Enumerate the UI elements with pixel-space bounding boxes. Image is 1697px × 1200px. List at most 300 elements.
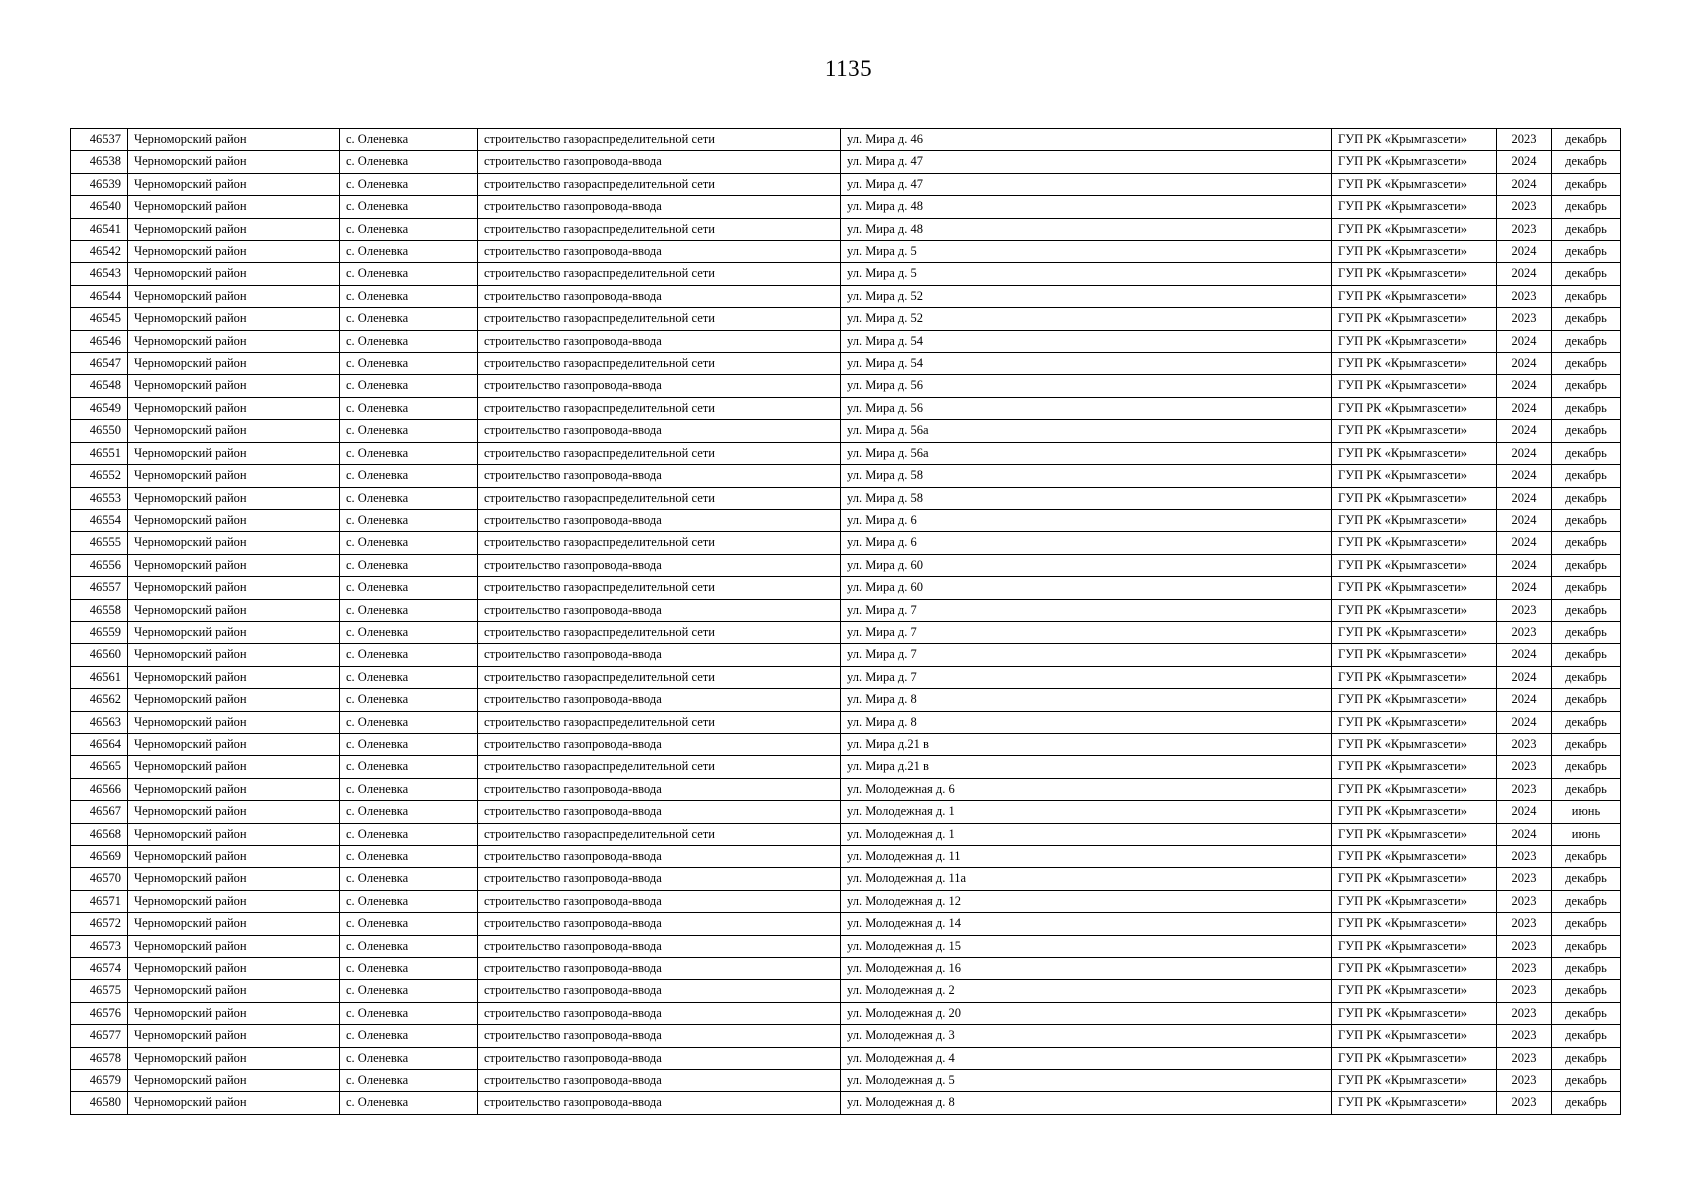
settlement-cell: с. Оленевка bbox=[340, 1047, 478, 1069]
work-type-cell: строительство газопровода-ввода bbox=[478, 599, 841, 621]
table-row bbox=[71, 823, 1621, 845]
work-type-cell: строительство газопровода-ввода bbox=[478, 241, 841, 263]
table-row bbox=[71, 173, 1621, 195]
month-cell: июнь bbox=[1552, 801, 1621, 823]
district-cell: Черноморский район bbox=[128, 778, 340, 800]
record-number-cell: 46539 bbox=[71, 173, 128, 195]
settlement-cell: с. Оленевка bbox=[340, 644, 478, 666]
year-cell: 2023 bbox=[1497, 890, 1552, 912]
record-number-cell: 46553 bbox=[71, 487, 128, 509]
year-cell: 2023 bbox=[1497, 1092, 1552, 1114]
table-row bbox=[71, 733, 1621, 755]
address-cell: ул. Молодежная д. 6 bbox=[841, 778, 1332, 800]
record-number-cell: 46549 bbox=[71, 397, 128, 419]
address-cell: ул. Молодежная д. 14 bbox=[841, 913, 1332, 935]
settlement-cell: с. Оленевка bbox=[340, 778, 478, 800]
settlement-cell: с. Оленевка bbox=[340, 868, 478, 890]
district-cell: Черноморский район bbox=[128, 733, 340, 755]
settlement-cell: с. Оленевка bbox=[340, 980, 478, 1002]
month-cell: декабрь bbox=[1552, 778, 1621, 800]
address-cell: ул. Мира д. 47 bbox=[841, 151, 1332, 173]
address-cell: ул. Молодежная д. 16 bbox=[841, 958, 1332, 980]
registry-body bbox=[71, 129, 1621, 1115]
settlement-cell: с. Оленевка bbox=[340, 554, 478, 576]
table-row bbox=[71, 397, 1621, 419]
year-cell: 2024 bbox=[1497, 487, 1552, 509]
district-cell: Черноморский район bbox=[128, 890, 340, 912]
year-cell: 2024 bbox=[1497, 353, 1552, 375]
record-number-cell: 46578 bbox=[71, 1047, 128, 1069]
year-cell: 2024 bbox=[1497, 532, 1552, 554]
organization-cell: ГУП РК «Крымгазсети» bbox=[1332, 554, 1497, 576]
month-cell: декабрь bbox=[1552, 756, 1621, 778]
work-type-cell: строительство газопровода-ввода bbox=[478, 375, 841, 397]
month-cell: декабрь bbox=[1552, 621, 1621, 643]
district-cell: Черноморский район bbox=[128, 151, 340, 173]
record-number-cell: 46545 bbox=[71, 308, 128, 330]
settlement-cell: с. Оленевка bbox=[340, 375, 478, 397]
settlement-cell: с. Оленевка bbox=[340, 621, 478, 643]
year-cell: 2023 bbox=[1497, 285, 1552, 307]
table-row bbox=[71, 890, 1621, 912]
address-cell: ул. Молодежная д. 3 bbox=[841, 1025, 1332, 1047]
address-cell: ул. Мира д. 47 bbox=[841, 173, 1332, 195]
month-cell: декабрь bbox=[1552, 1025, 1621, 1047]
address-cell: ул. Мира д. 7 bbox=[841, 621, 1332, 643]
record-number-cell: 46560 bbox=[71, 644, 128, 666]
table-row bbox=[71, 621, 1621, 643]
work-type-cell: строительство газораспределительной сети bbox=[478, 218, 841, 240]
settlement-cell: с. Оленевка bbox=[340, 733, 478, 755]
organization-cell: ГУП РК «Крымгазсети» bbox=[1332, 577, 1497, 599]
year-cell: 2024 bbox=[1497, 801, 1552, 823]
work-type-cell: строительство газопровода-ввода bbox=[478, 1070, 841, 1092]
settlement-cell: с. Оленевка bbox=[340, 532, 478, 554]
address-cell: ул. Молодежная д. 12 bbox=[841, 890, 1332, 912]
organization-cell: ГУП РК «Крымгазсети» bbox=[1332, 285, 1497, 307]
table-row bbox=[71, 801, 1621, 823]
organization-cell: ГУП РК «Крымгазсети» bbox=[1332, 330, 1497, 352]
settlement-cell: с. Оленевка bbox=[340, 1002, 478, 1024]
work-type-cell: строительство газораспределительной сети bbox=[478, 353, 841, 375]
record-number-cell: 46573 bbox=[71, 935, 128, 957]
work-type-cell: строительство газораспределительной сети bbox=[478, 666, 841, 688]
district-cell: Черноморский район bbox=[128, 308, 340, 330]
address-cell: ул. Мира д. 6 bbox=[841, 509, 1332, 531]
table-row bbox=[71, 420, 1621, 442]
registry-table bbox=[70, 128, 1621, 1115]
record-number-cell: 46569 bbox=[71, 846, 128, 868]
district-cell: Черноморский район bbox=[128, 263, 340, 285]
settlement-cell: с. Оленевка bbox=[340, 330, 478, 352]
month-cell: декабрь bbox=[1552, 644, 1621, 666]
year-cell: 2023 bbox=[1497, 1025, 1552, 1047]
organization-cell: ГУП РК «Крымгазсети» bbox=[1332, 129, 1497, 151]
year-cell: 2023 bbox=[1497, 958, 1552, 980]
year-cell: 2023 bbox=[1497, 980, 1552, 1002]
district-cell: Черноморский район bbox=[128, 711, 340, 733]
work-type-cell: строительство газопровода-ввода bbox=[478, 509, 841, 531]
work-type-cell: строительство газопровода-ввода bbox=[478, 465, 841, 487]
address-cell: ул. Мира д. 58 bbox=[841, 487, 1332, 509]
address-cell: ул. Молодежная д. 8 bbox=[841, 1092, 1332, 1114]
organization-cell: ГУП РК «Крымгазсети» bbox=[1332, 868, 1497, 890]
work-type-cell: строительство газопровода-ввода bbox=[478, 151, 841, 173]
settlement-cell: с. Оленевка bbox=[340, 285, 478, 307]
year-cell: 2023 bbox=[1497, 1002, 1552, 1024]
page-number: 1135 bbox=[824, 56, 873, 81]
district-cell: Черноморский район bbox=[128, 129, 340, 151]
year-cell: 2023 bbox=[1497, 621, 1552, 643]
district-cell: Черноморский район bbox=[128, 621, 340, 643]
record-number-cell: 46555 bbox=[71, 532, 128, 554]
year-cell: 2024 bbox=[1497, 442, 1552, 464]
record-number-cell: 46568 bbox=[71, 823, 128, 845]
organization-cell: ГУП РК «Крымгазсети» bbox=[1332, 1047, 1497, 1069]
settlement-cell: с. Оленевка bbox=[340, 756, 478, 778]
month-cell: декабрь bbox=[1552, 890, 1621, 912]
address-cell: ул. Мира д. 56а bbox=[841, 420, 1332, 442]
settlement-cell: с. Оленевка bbox=[340, 890, 478, 912]
organization-cell: ГУП РК «Крымгазсети» bbox=[1332, 1070, 1497, 1092]
district-cell: Черноморский район bbox=[128, 330, 340, 352]
work-type-cell: строительство газопровода-ввода bbox=[478, 196, 841, 218]
address-cell: ул. Мира д. 8 bbox=[841, 711, 1332, 733]
table-row bbox=[71, 778, 1621, 800]
district-cell: Черноморский район bbox=[128, 689, 340, 711]
month-cell: декабрь bbox=[1552, 173, 1621, 195]
organization-cell: ГУП РК «Крымгазсети» bbox=[1332, 532, 1497, 554]
district-cell: Черноморский район bbox=[128, 1070, 340, 1092]
district-cell: Черноморский район bbox=[128, 823, 340, 845]
work-type-cell: строительство газопровода-ввода bbox=[478, 980, 841, 1002]
year-cell: 2024 bbox=[1497, 263, 1552, 285]
work-type-cell: строительство газопровода-ввода bbox=[478, 868, 841, 890]
organization-cell: ГУП РК «Крымгазсети» bbox=[1332, 980, 1497, 1002]
table-row bbox=[71, 868, 1621, 890]
table-row bbox=[71, 241, 1621, 263]
year-cell: 2024 bbox=[1497, 465, 1552, 487]
organization-cell: ГУП РК «Крымгазсети» bbox=[1332, 801, 1497, 823]
month-cell: декабрь bbox=[1552, 711, 1621, 733]
district-cell: Черноморский район bbox=[128, 958, 340, 980]
month-cell: декабрь bbox=[1552, 420, 1621, 442]
district-cell: Черноморский район bbox=[128, 241, 340, 263]
month-cell: декабрь bbox=[1552, 577, 1621, 599]
district-cell: Черноморский район bbox=[128, 285, 340, 307]
work-type-cell: строительство газопровода-ввода bbox=[478, 1002, 841, 1024]
record-number-cell: 46566 bbox=[71, 778, 128, 800]
year-cell: 2023 bbox=[1497, 868, 1552, 890]
organization-cell: ГУП РК «Крымгазсети» bbox=[1332, 756, 1497, 778]
month-cell: декабрь bbox=[1552, 1092, 1621, 1114]
district-cell: Черноморский район bbox=[128, 644, 340, 666]
table-row bbox=[71, 1092, 1621, 1114]
district-cell: Черноморский район bbox=[128, 465, 340, 487]
record-number-cell: 46575 bbox=[71, 980, 128, 1002]
month-cell: декабрь bbox=[1552, 129, 1621, 151]
district-cell: Черноморский район bbox=[128, 756, 340, 778]
settlement-cell: с. Оленевка bbox=[340, 935, 478, 957]
address-cell: ул. Мира д. 58 bbox=[841, 465, 1332, 487]
month-cell: декабрь bbox=[1552, 913, 1621, 935]
table-row bbox=[71, 532, 1621, 554]
address-cell: ул. Мира д. 60 bbox=[841, 577, 1332, 599]
month-cell: декабрь bbox=[1552, 1002, 1621, 1024]
table-row bbox=[71, 509, 1621, 531]
table-row bbox=[71, 577, 1621, 599]
work-type-cell: строительство газопровода-ввода bbox=[478, 420, 841, 442]
address-cell: ул. Мира д. 52 bbox=[841, 308, 1332, 330]
record-number-cell: 46559 bbox=[71, 621, 128, 643]
address-cell: ул. Мира д. 56 bbox=[841, 375, 1332, 397]
settlement-cell: с. Оленевка bbox=[340, 397, 478, 419]
record-number-cell: 46537 bbox=[71, 129, 128, 151]
work-type-cell: строительство газопровода-ввода bbox=[478, 1092, 841, 1114]
settlement-cell: с. Оленевка bbox=[340, 509, 478, 531]
organization-cell: ГУП РК «Крымгазсети» bbox=[1332, 397, 1497, 419]
work-type-cell: строительство газопровода-ввода bbox=[478, 285, 841, 307]
work-type-cell: строительство газораспределительной сети bbox=[478, 129, 841, 151]
address-cell: ул. Мира д. 56а bbox=[841, 442, 1332, 464]
address-cell: ул. Мира д. 54 bbox=[841, 330, 1332, 352]
settlement-cell: с. Оленевка bbox=[340, 958, 478, 980]
organization-cell: ГУП РК «Крымгазсети» bbox=[1332, 711, 1497, 733]
work-type-cell: строительство газопровода-ввода bbox=[478, 890, 841, 912]
year-cell: 2024 bbox=[1497, 397, 1552, 419]
settlement-cell: с. Оленевка bbox=[340, 308, 478, 330]
month-cell: декабрь bbox=[1552, 980, 1621, 1002]
work-type-cell: строительство газораспределительной сети bbox=[478, 173, 841, 195]
table-row bbox=[71, 196, 1621, 218]
organization-cell: ГУП РК «Крымгазсети» bbox=[1332, 935, 1497, 957]
record-number-cell: 46574 bbox=[71, 958, 128, 980]
address-cell: ул. Мира д.21 в bbox=[841, 733, 1332, 755]
district-cell: Черноморский район bbox=[128, 442, 340, 464]
year-cell: 2023 bbox=[1497, 308, 1552, 330]
settlement-cell: с. Оленевка bbox=[340, 487, 478, 509]
organization-cell: ГУП РК «Крымгазсети» bbox=[1332, 890, 1497, 912]
address-cell: ул. Молодежная д. 20 bbox=[841, 1002, 1332, 1024]
organization-cell: ГУП РК «Крымгазсети» bbox=[1332, 621, 1497, 643]
address-cell: ул. Молодежная д. 1 bbox=[841, 823, 1332, 845]
address-cell: ул. Молодежная д. 4 bbox=[841, 1047, 1332, 1069]
record-number-cell: 46541 bbox=[71, 218, 128, 240]
address-cell: ул. Молодежная д. 1 bbox=[841, 801, 1332, 823]
settlement-cell: с. Оленевка bbox=[340, 263, 478, 285]
month-cell: декабрь bbox=[1552, 689, 1621, 711]
month-cell: декабрь bbox=[1552, 935, 1621, 957]
table-row bbox=[71, 958, 1621, 980]
organization-cell: ГУП РК «Крымгазсети» bbox=[1332, 442, 1497, 464]
record-number-cell: 46556 bbox=[71, 554, 128, 576]
year-cell: 2023 bbox=[1497, 599, 1552, 621]
district-cell: Черноморский район bbox=[128, 801, 340, 823]
work-type-cell: строительство газопровода-ввода bbox=[478, 846, 841, 868]
year-cell: 2024 bbox=[1497, 420, 1552, 442]
work-type-cell: строительство газопровода-ввода bbox=[478, 689, 841, 711]
work-type-cell: строительство газораспределительной сети bbox=[478, 756, 841, 778]
table-row bbox=[71, 689, 1621, 711]
address-cell: ул. Мира д. 7 bbox=[841, 644, 1332, 666]
district-cell: Черноморский район bbox=[128, 913, 340, 935]
settlement-cell: с. Оленевка bbox=[340, 442, 478, 464]
record-number-cell: 46563 bbox=[71, 711, 128, 733]
organization-cell: ГУП РК «Крымгазсети» bbox=[1332, 846, 1497, 868]
work-type-cell: строительство газопровода-ввода bbox=[478, 554, 841, 576]
district-cell: Черноморский район bbox=[128, 196, 340, 218]
record-number-cell: 46564 bbox=[71, 733, 128, 755]
month-cell: декабрь bbox=[1552, 196, 1621, 218]
month-cell: декабрь bbox=[1552, 532, 1621, 554]
address-cell: ул. Мира д. 52 bbox=[841, 285, 1332, 307]
table-row bbox=[71, 487, 1621, 509]
year-cell: 2023 bbox=[1497, 218, 1552, 240]
organization-cell: ГУП РК «Крымгазсети» bbox=[1332, 465, 1497, 487]
table-row bbox=[71, 711, 1621, 733]
table-row bbox=[71, 308, 1621, 330]
record-number-cell: 46576 bbox=[71, 1002, 128, 1024]
work-type-cell: строительство газораспределительной сети bbox=[478, 532, 841, 554]
table-row bbox=[71, 1025, 1621, 1047]
year-cell: 2023 bbox=[1497, 129, 1552, 151]
organization-cell: ГУП РК «Крымгазсети» bbox=[1332, 644, 1497, 666]
district-cell: Черноморский район bbox=[128, 397, 340, 419]
district-cell: Черноморский район bbox=[128, 1002, 340, 1024]
district-cell: Черноморский район bbox=[128, 487, 340, 509]
year-cell: 2024 bbox=[1497, 173, 1552, 195]
table-row bbox=[71, 1002, 1621, 1024]
district-cell: Черноморский район bbox=[128, 218, 340, 240]
month-cell: декабрь bbox=[1552, 241, 1621, 263]
organization-cell: ГУП РК «Крымгазсети» bbox=[1332, 1002, 1497, 1024]
table-row bbox=[71, 263, 1621, 285]
table-row bbox=[71, 375, 1621, 397]
address-cell: ул. Мира д. 5 bbox=[841, 241, 1332, 263]
work-type-cell: строительство газораспределительной сети bbox=[478, 621, 841, 643]
year-cell: 2023 bbox=[1497, 935, 1552, 957]
organization-cell: ГУП РК «Крымгазсети» bbox=[1332, 733, 1497, 755]
record-number-cell: 46580 bbox=[71, 1092, 128, 1114]
year-cell: 2024 bbox=[1497, 554, 1552, 576]
settlement-cell: с. Оленевка bbox=[340, 599, 478, 621]
organization-cell: ГУП РК «Крымгазсети» bbox=[1332, 218, 1497, 240]
address-cell: ул. Мира д. 5 bbox=[841, 263, 1332, 285]
work-type-cell: строительство газораспределительной сети bbox=[478, 308, 841, 330]
year-cell: 2023 bbox=[1497, 846, 1552, 868]
address-cell: ул. Мира д. 6 bbox=[841, 532, 1332, 554]
record-number-cell: 46570 bbox=[71, 868, 128, 890]
work-type-cell: строительство газопровода-ввода bbox=[478, 801, 841, 823]
table-row bbox=[71, 756, 1621, 778]
table-row bbox=[71, 465, 1621, 487]
organization-cell: ГУП РК «Крымгазсети» bbox=[1332, 241, 1497, 263]
year-cell: 2024 bbox=[1497, 711, 1552, 733]
record-number-cell: 46567 bbox=[71, 801, 128, 823]
organization-cell: ГУП РК «Крымгазсети» bbox=[1332, 689, 1497, 711]
work-type-cell: строительство газопровода-ввода bbox=[478, 330, 841, 352]
table-row bbox=[71, 1047, 1621, 1069]
month-cell: декабрь bbox=[1552, 330, 1621, 352]
month-cell: декабрь bbox=[1552, 599, 1621, 621]
address-cell: ул. Молодежная д. 5 bbox=[841, 1070, 1332, 1092]
table-row bbox=[71, 980, 1621, 1002]
district-cell: Черноморский район bbox=[128, 577, 340, 599]
table-row bbox=[71, 285, 1621, 307]
address-cell: ул. Мира д.21 в bbox=[841, 756, 1332, 778]
record-number-cell: 46548 bbox=[71, 375, 128, 397]
record-number-cell: 46571 bbox=[71, 890, 128, 912]
address-cell: ул. Молодежная д. 15 bbox=[841, 935, 1332, 957]
year-cell: 2024 bbox=[1497, 666, 1552, 688]
record-number-cell: 46551 bbox=[71, 442, 128, 464]
work-type-cell: строительство газораспределительной сети bbox=[478, 577, 841, 599]
district-cell: Черноморский район bbox=[128, 666, 340, 688]
record-number-cell: 46579 bbox=[71, 1070, 128, 1092]
record-number-cell: 46558 bbox=[71, 599, 128, 621]
table-row bbox=[71, 666, 1621, 688]
month-cell: декабрь bbox=[1552, 1070, 1621, 1092]
month-cell: декабрь bbox=[1552, 868, 1621, 890]
settlement-cell: с. Оленевка bbox=[340, 353, 478, 375]
table-row bbox=[71, 554, 1621, 576]
year-cell: 2023 bbox=[1497, 733, 1552, 755]
district-cell: Черноморский район bbox=[128, 375, 340, 397]
settlement-cell: с. Оленевка bbox=[340, 913, 478, 935]
district-cell: Черноморский район bbox=[128, 599, 340, 621]
organization-cell: ГУП РК «Крымгазсети» bbox=[1332, 1025, 1497, 1047]
address-cell: ул. Мира д. 8 bbox=[841, 689, 1332, 711]
table-row bbox=[71, 846, 1621, 868]
district-cell: Черноморский район bbox=[128, 353, 340, 375]
month-cell: декабрь bbox=[1552, 487, 1621, 509]
work-type-cell: строительство газопровода-ввода bbox=[478, 733, 841, 755]
address-cell: ул. Молодежная д. 11а bbox=[841, 868, 1332, 890]
address-cell: ул. Мира д. 56 bbox=[841, 397, 1332, 419]
address-cell: ул. Молодежная д. 11 bbox=[841, 846, 1332, 868]
month-cell: декабрь bbox=[1552, 263, 1621, 285]
district-cell: Черноморский район bbox=[128, 532, 340, 554]
month-cell: июнь bbox=[1552, 823, 1621, 845]
table-row bbox=[71, 218, 1621, 240]
month-cell: декабрь bbox=[1552, 218, 1621, 240]
settlement-cell: с. Оленевка bbox=[340, 218, 478, 240]
address-cell: ул. Мира д. 46 bbox=[841, 129, 1332, 151]
district-cell: Черноморский район bbox=[128, 980, 340, 1002]
settlement-cell: с. Оленевка bbox=[340, 666, 478, 688]
district-cell: Черноморский район bbox=[128, 935, 340, 957]
year-cell: 2023 bbox=[1497, 1070, 1552, 1092]
record-number-cell: 46542 bbox=[71, 241, 128, 263]
record-number-cell: 46543 bbox=[71, 263, 128, 285]
month-cell: декабрь bbox=[1552, 397, 1621, 419]
district-cell: Черноморский район bbox=[128, 846, 340, 868]
address-cell: ул. Мира д. 7 bbox=[841, 666, 1332, 688]
settlement-cell: с. Оленевка bbox=[340, 241, 478, 263]
work-type-cell: строительство газораспределительной сети bbox=[478, 823, 841, 845]
work-type-cell: строительство газораспределительной сети bbox=[478, 711, 841, 733]
settlement-cell: с. Оленевка bbox=[340, 1070, 478, 1092]
month-cell: декабрь bbox=[1552, 151, 1621, 173]
organization-cell: ГУП РК «Крымгазсети» bbox=[1332, 263, 1497, 285]
month-cell: декабрь bbox=[1552, 465, 1621, 487]
year-cell: 2024 bbox=[1497, 375, 1552, 397]
table-row bbox=[71, 129, 1621, 151]
organization-cell: ГУП РК «Крымгазсети» bbox=[1332, 958, 1497, 980]
record-number-cell: 46554 bbox=[71, 509, 128, 531]
settlement-cell: с. Оленевка bbox=[340, 151, 478, 173]
settlement-cell: с. Оленевка bbox=[340, 129, 478, 151]
